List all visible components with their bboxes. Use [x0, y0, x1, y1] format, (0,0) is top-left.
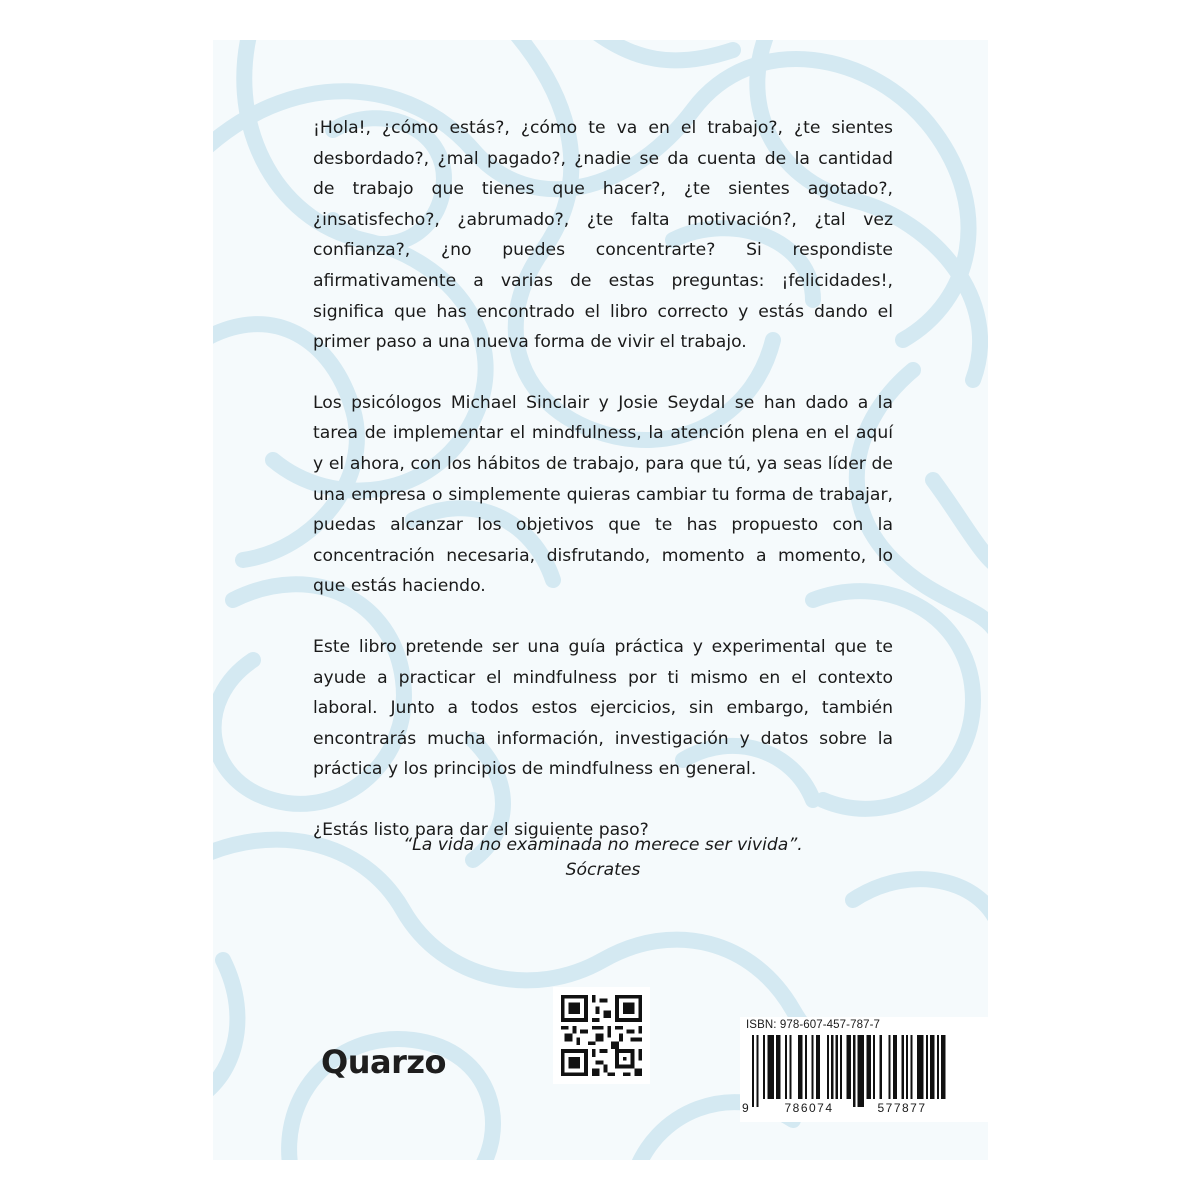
blurb-paragraph-4: ¿Estás listo para dar el siguiente paso?: [313, 819, 649, 840]
barcode-bar: [827, 1035, 829, 1099]
barcode-bar: [910, 1035, 912, 1099]
blurb-paragraph-1: ¡Hola!, ¿cómo estás?, ¿cómo te va en el trabajo?, ¿te sientes desbordado?, ¿mal pagado?, ¿nadie se da cuenta de la cantidad de trabajo que tienes que hacer?, ¿te sientes agotado?, ¿insatisfecho?, ¿abrumado?, ¿te falta motivación?, ¿tal vez confianza?, ¿no puedes concentrarte? Si respondiste afirmativamente a varias de estas preguntas: ¡felicidades!, significa que has encontrado el libro correcto y estás dando el primer paso a una nueva forma de vivir el trabajo.: [313, 118, 893, 353]
barcode-right-digits: 577877: [877, 1101, 927, 1115]
qr-code-icon: [553, 987, 650, 1084]
barcode-bar: [888, 1035, 890, 1099]
barcode-left-digits: 786074: [784, 1101, 834, 1115]
barcode-bar: [937, 1035, 939, 1099]
barcode-bar: [902, 1035, 904, 1099]
barcode-bar: [926, 1035, 928, 1099]
barcode-bar: [836, 1035, 838, 1099]
barcode-bar: [816, 1035, 820, 1099]
back-cover-blurb: [313, 113, 893, 845]
barcode-bar: [880, 1035, 882, 1099]
blurb-paragraph-3: Este libro pretende ser una guía práctica y experimental que te ayude a practicar el mindfulness por ti mismo en el contexto laboral. Junto a todos estos ejercicios, sin embargo, también encontrarás mucha información, investigación y datos sobre la práctica y los principios de mindfulness en general.: [313, 636, 893, 780]
barcode-bar: [767, 1035, 774, 1099]
isbn-label: ISBN: 978-607-457-787-7: [746, 1019, 880, 1031]
barcode-bar: [763, 1035, 765, 1099]
epigraph-author: Sócrates: [565, 860, 641, 880]
barcode-icon: [748, 1035, 948, 1107]
barcode-bar: [798, 1035, 802, 1099]
barcode-bar: [756, 1035, 758, 1107]
barcode-bar: [811, 1035, 813, 1099]
barcode-bar: [847, 1035, 851, 1099]
barcode-bar: [941, 1035, 945, 1099]
blurb-paragraph-2: Los psicólogos Michael Sinclair y Josie Seydal se han dado a la tarea de implementar el mindfulness, la atención plena en el aquí y el ahora, con los hábitos de trabajo, para que tú, ya seas líder de una empresa o simplemente quieras cambiar tu forma de trabajar, puedas alcanzar los objetivos que te has propuesto con la concentración necesaria, disfrutando, momento a momento, lo que estás haciendo.: [313, 392, 893, 597]
isbn-barcode: [740, 1017, 988, 1122]
barcode-bar: [866, 1035, 870, 1099]
barcode-bar: [853, 1035, 855, 1107]
qr-code: [553, 987, 650, 1084]
barcode-bar: [831, 1035, 833, 1099]
barcode-bar: [752, 1035, 754, 1107]
barcode-bar: [789, 1035, 791, 1099]
barcode-bar: [930, 1035, 934, 1099]
barcode-bar: [840, 1035, 842, 1099]
barcode-bar: [917, 1035, 924, 1099]
barcode-bar: [785, 1035, 787, 1099]
barcode-prefix-digit: 9: [742, 1101, 749, 1115]
epigraph: [313, 833, 893, 883]
barcode-bar: [858, 1035, 865, 1107]
epigraph-quote: “La vida no examinada no merece ser vivida”.: [403, 835, 803, 855]
book-back-cover: [213, 40, 988, 1160]
publisher-logo: Quarzo: [321, 1043, 446, 1081]
barcode-bar: [906, 1035, 908, 1099]
barcode-bar: [776, 1035, 780, 1099]
barcode-bar: [893, 1035, 897, 1099]
barcode-bar: [873, 1035, 875, 1099]
barcode-bar: [805, 1035, 807, 1099]
